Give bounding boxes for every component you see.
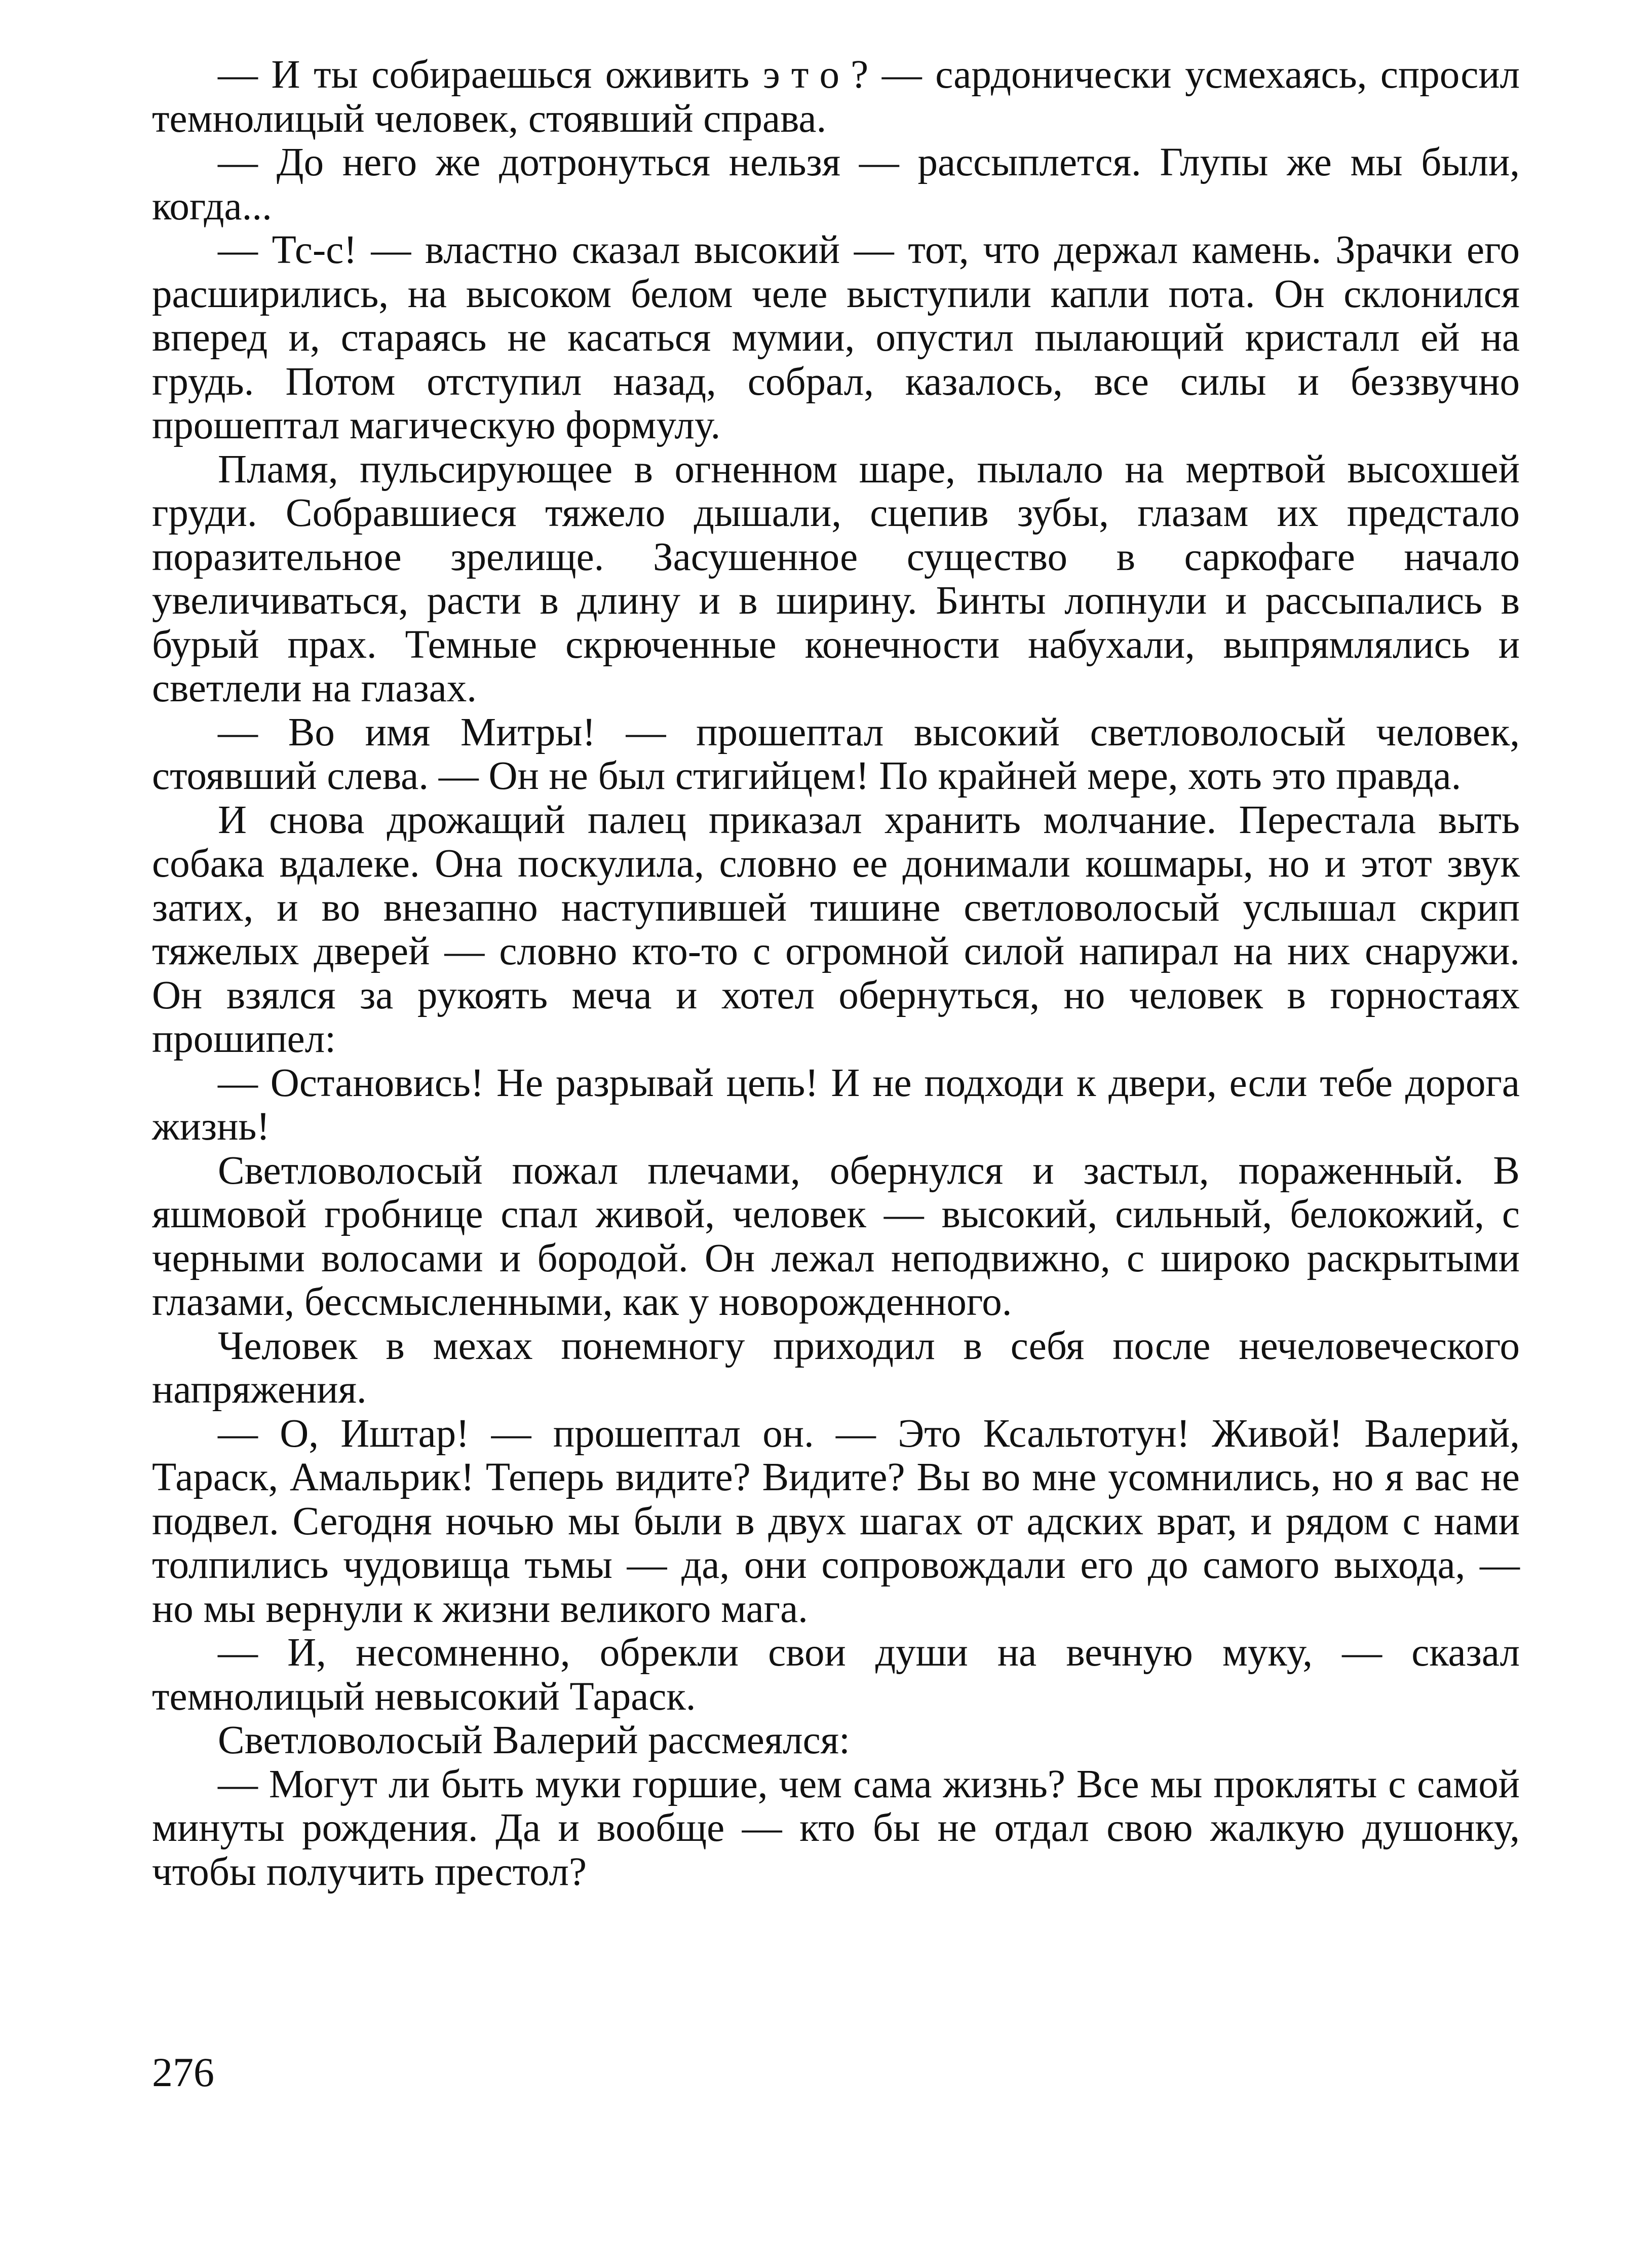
- paragraph: [152, 53, 1520, 141]
- paragraph: Пламя, пульсирующее в огненном шаре, пылало на мертвой высохшей груди. Собравшиеся тяжело дышали, сцепив зубы, глазам их предстало поразительное зрелище. Засушенное существо в саркофаге начало увеличиваться, расти в длину и в ширину. Бинты лопнули и рассыпались в бурый прах. Темные скрюченные конечности набухали, выпрямлялись и светлели на глазах.: [152, 447, 1520, 710]
- emphasized-word: это: [762, 53, 851, 97]
- paragraph-text-segment: — И ты собираешься оживить: [218, 53, 763, 97]
- body-text: [152, 53, 1520, 1894]
- paragraph: — Во имя Митры! — прошептал высокий светловолосый человек, стоявший слева. — Он не был стигийцем! По крайней мере, хоть это правда.: [152, 710, 1520, 798]
- page-number: 276: [152, 2049, 214, 2095]
- paragraph-text-segment: ? — сардонически усмехаясь, спросил темнолицый человек, стоявший справа.: [152, 53, 1520, 141]
- paragraph: — Тс-с! — властно сказал высокий — тот, что держал камень. Зрачки его расширились, на высоком белом челе выступили капли пота. Он склонился вперед и, стараясь не касаться мумии, опустил пылающий кристалл ей на грудь. Потом отступил назад, собрал, казалось, все силы и беззвучно прошептал магическую формулу.: [152, 228, 1520, 447]
- paragraph: — О, Иштар! — прошептал он. — Это Ксальтотун! Живой! Валерий, Тараск, Амальрик! Теперь видите? Видите? Вы во мне усомнились, но я вас не подвел. Сегодня ночью мы были в двух шагах от адских врат, и рядом с нами толпились чудовища тьмы — да, они сопровождали его до самого выхода, — но мы вернули к жизни великого мага.: [152, 1411, 1520, 1631]
- paragraph: Светловолосый пожал плечами, обернулся и застыл, пораженный. В яшмовой гробнице спал живой, человек — высокий, сильный, белокожий, с черными волосами и бородой. Он лежал неподвижно, с широко раскрытыми глазами, бессмысленными, как у новорожденного.: [152, 1148, 1520, 1324]
- paragraph: — До него же дотронуться нельзя — рассыплется. Глупы же мы были, когда...: [152, 140, 1520, 229]
- paragraph: И снова дрожащий палец приказал хранить молчание. Перестала выть собака вдалеке. Она поскулила, словно ее донимали кошмары, но и этот звук затих, и во внезапно наступившей тишине светловолосый услышал скрип тяжелых дверей — словно кто-то с огромной силой напирал на них снаружи. Он взялся за рукоять меча и хотел обернуться, но человек в горностаях прошипел:: [152, 798, 1520, 1061]
- paragraph: Светловолосый Валерий рассмеялся:: [218, 1718, 850, 1762]
- paragraph: Человек в мехах понемногу приходил в себя после нечеловеческого напряжения.: [152, 1324, 1520, 1412]
- paragraph: — Остановись! Не разрывай цепь! И не подходи к двери, если тебе дорога жизнь!: [152, 1061, 1520, 1149]
- paragraph: — И, несомненно, обрекли свои души на вечную муку, — сказал темнолицый невысокий Тараск.: [152, 1631, 1520, 1719]
- paragraph: — Могут ли быть муки горшие, чем сама жизнь? Все мы прокляты с самой минуты рождения. Да и вообще — кто бы не отдал свою жалкую душонку, чтобы получить престол?: [152, 1762, 1520, 1894]
